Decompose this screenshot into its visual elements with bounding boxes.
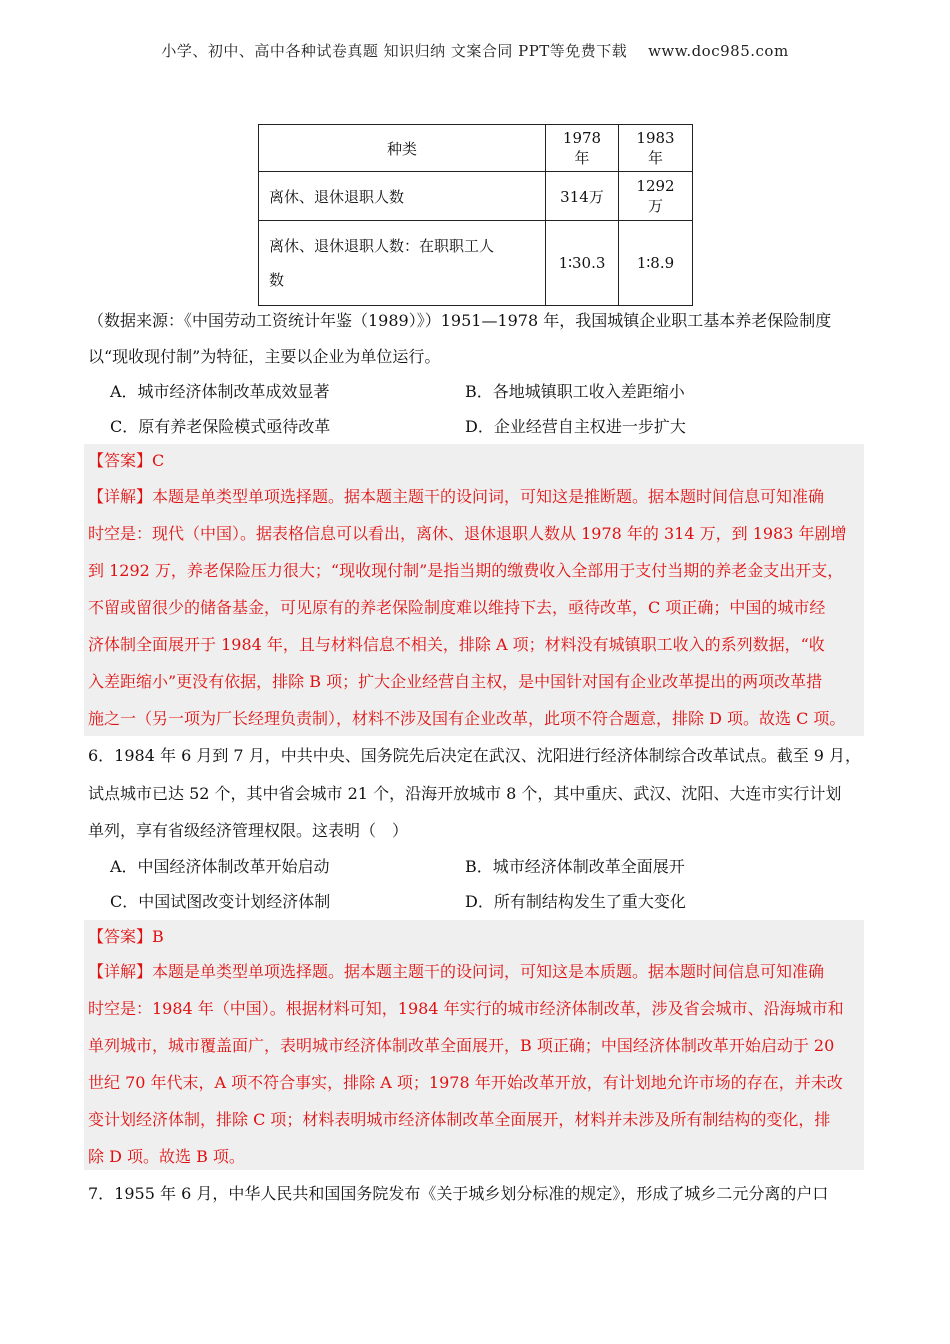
table-cell-label-line: 数: [269, 271, 285, 289]
q5-option-d: D．企业经营自主权进一步扩大: [465, 417, 686, 436]
q5-stem-line: 以“现收现付制”为特征，主要以企业为单位运行。: [88, 347, 441, 366]
q5-option-a: A．城市经济体制改革成效显著: [110, 382, 330, 401]
table-header-row: [259, 125, 693, 172]
q6-stem-line: 单列，享有省级经济管理权限。这表明（ ）: [88, 821, 409, 840]
table-cell-value: 1∶30.3: [546, 221, 619, 306]
table-cell-label: 离休、退休退职人数: [259, 172, 546, 221]
q5-explanation-line: 【详解】本题是单类型单项选择题。据本题主题干的设问词，可知这是推断题。据本题时间信息可知准确: [88, 487, 825, 506]
q5-answer: 【答案】C: [88, 451, 165, 470]
q6-explanation-line: 除 D 项。故选 B 项。: [88, 1147, 245, 1166]
table-cell-value: 314万: [546, 172, 619, 221]
table-cell-value: 1∶8.9: [619, 221, 693, 306]
q5-option-b: B．各地城镇职工收入差距缩小: [465, 382, 685, 401]
q5-explanation-line: 施之一（另一项为厂长经理负责制），材料不涉及国有企业改革，此项不符合题意，排除 D 项。故选 C 项。: [88, 709, 846, 728]
q5-stem-line: （数据来源：《中国劳动工资统计年鉴（1989）》）1951—1978 年，我国城镇企业职工基本养老保险制度: [88, 311, 832, 330]
table-header-1978: 1978年: [546, 125, 619, 172]
table-cell-label: [259, 221, 546, 306]
table-cell-value: 1292万: [619, 172, 693, 221]
q6-option-c: C．中国试图改变计划经济体制: [110, 892, 331, 911]
q6-stem-line: 试点城市已达 52 个，其中省会城市 21 个，沿海开放城市 8 个，其中重庆、武汉、沈阳、大连市实行计划: [88, 784, 842, 803]
table-row: [259, 221, 693, 306]
q6-explanation-line: 时空是：1984 年（中国）。根据材料可知，1984 年实行的城市经济体制改革，涉及省会城市、沿海城市和: [88, 999, 844, 1018]
q5-explanation-line: 时空是：现代（中国）。据表格信息可以看出，离休、退休退职人数从 1978 年的 314 万，到 1983 年剧增: [88, 524, 847, 543]
q5-option-c: C．原有养老保险模式亟待改革: [110, 417, 331, 436]
q6-explanation-line: 【详解】本题是单类型单项选择题。据本题主题干的设问词，可知这是本质题。据本题时间信息可知准确: [88, 962, 825, 981]
q5-explanation-line: 不留或留很少的储备基金，可见原有的养老保险制度难以维持下去，亟待改革，C 项正确；中国的城市经: [88, 598, 826, 617]
q6-explanation-line: 变计划经济体制，排除 C 项；材料表明城市经济体制改革全面展开，材料并未涉及所有制结构的变化，排: [88, 1110, 831, 1129]
q6-explanation-line: 单列城市，城市覆盖面广，表明城市经济体制改革全面展开，B 项正确；中国经济体制改革开始启动于 20: [88, 1036, 835, 1055]
q6-option-a: A．中国经济体制改革开始启动: [110, 857, 330, 876]
q6-explanation-line: 世纪 70 年代末，A 项不符合事实，排除 A 项；1978 年开始改革开放，有计划地允许市场的存在，并未改: [88, 1073, 843, 1092]
table-header-1983: 1983年: [619, 125, 693, 172]
table-header-category: 种类: [259, 125, 546, 172]
q6-option-b: B．城市经济体制改革全面展开: [465, 857, 685, 876]
table-row: [259, 172, 693, 221]
q6-option-d: D．所有制结构发生了重大变化: [465, 892, 686, 911]
q6-stem-line: 6．1984 年 6 月到 7 月，中共中央、国务院先后决定在武汉、沈阳进行经济体制综合改革试点。截至 9 月，: [88, 746, 862, 765]
page-header: 小学、初中、高中各种试卷真题 知识归纳 文案合同 PPT等免费下载 www.doc985.com: [161, 42, 789, 60]
statistics-table: [258, 124, 693, 306]
q5-explanation-line: 到 1292 万，养老保险压力很大；“现收现付制”是指当期的缴费收入全部用于支付当期的养老金支出开支，: [88, 561, 844, 580]
q6-answer: 【答案】B: [88, 927, 164, 946]
q5-explanation-line: 济体制全面展开于 1984 年，且与材料信息不相关，排除 A 项；材料没有城镇职工收入的系列数据，“收: [88, 635, 825, 654]
q5-explanation-line: 入差距缩小”更没有依据，排除 B 项；扩大企业经营自主权，是中国针对国有企业改革提出的两项改革措: [88, 672, 823, 691]
q7-stem-line: 7．1955 年 6 月，中华人民共和国国务院发布《关于城乡划分标准的规定》，形成了城乡二元分离的户口: [88, 1184, 829, 1203]
table-cell-label-line: 离休、退休退职人数：在职职工人: [269, 237, 495, 255]
